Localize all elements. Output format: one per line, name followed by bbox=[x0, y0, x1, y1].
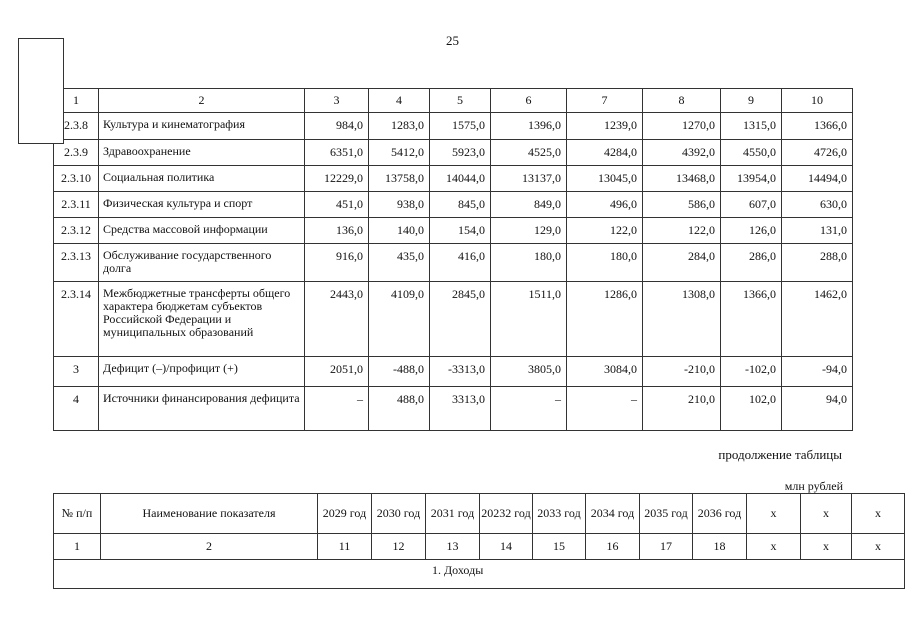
value-cell: 984,0 bbox=[305, 113, 369, 140]
row-name: Средства массовой информации bbox=[99, 218, 305, 244]
row-code: 2.3.13 bbox=[54, 244, 99, 282]
revenue-table bbox=[53, 493, 905, 589]
value-cell: 4550,0 bbox=[721, 140, 782, 166]
row-code: 2.3.14 bbox=[54, 282, 99, 357]
table-row bbox=[54, 218, 853, 244]
value-cell: 916,0 bbox=[305, 244, 369, 282]
header-cell: 2 bbox=[99, 89, 305, 113]
header-cell: 2031 год bbox=[426, 494, 480, 534]
column-number-cell: 16 bbox=[586, 534, 640, 560]
table-row bbox=[54, 140, 853, 166]
value-cell: 288,0 bbox=[782, 244, 853, 282]
row-name: Здравоохранение bbox=[99, 140, 305, 166]
value-cell: – bbox=[491, 387, 567, 431]
value-cell: 13954,0 bbox=[721, 166, 782, 192]
column-number-cell: 13 bbox=[426, 534, 480, 560]
value-cell: 849,0 bbox=[491, 192, 567, 218]
value-cell: 5412,0 bbox=[369, 140, 430, 166]
value-cell: 1315,0 bbox=[721, 113, 782, 140]
header-cell: 2036 год bbox=[693, 494, 747, 534]
continuation-note: продолжение таблицы bbox=[718, 447, 842, 462]
value-cell: 496,0 bbox=[567, 192, 643, 218]
value-cell: 630,0 bbox=[782, 192, 853, 218]
row-name: Обслуживание государственного долга bbox=[99, 244, 305, 282]
column-number-cell: 2 bbox=[101, 534, 318, 560]
value-cell: 180,0 bbox=[491, 244, 567, 282]
header-cell: 10 bbox=[782, 89, 853, 113]
header-cell: х bbox=[801, 494, 852, 534]
table-header-row bbox=[54, 494, 905, 534]
header-cell: № п/п bbox=[54, 494, 101, 534]
value-cell: 136,0 bbox=[305, 218, 369, 244]
row-name: Физическая культура и спорт bbox=[99, 192, 305, 218]
value-cell: 451,0 bbox=[305, 192, 369, 218]
ministry-stamp bbox=[18, 38, 64, 144]
section-row bbox=[54, 560, 905, 589]
value-cell: 1366,0 bbox=[782, 113, 853, 140]
header-cell: 2030 год bbox=[372, 494, 426, 534]
section-title: 1. Доходы bbox=[54, 560, 905, 589]
value-cell: 180,0 bbox=[567, 244, 643, 282]
column-number-row bbox=[54, 89, 853, 113]
header-cell: х bbox=[747, 494, 801, 534]
value-cell: 1286,0 bbox=[567, 282, 643, 357]
value-cell: 845,0 bbox=[430, 192, 491, 218]
row-code: 4 bbox=[54, 387, 99, 431]
row-code: 2.3.11 bbox=[54, 192, 99, 218]
value-cell: -488,0 bbox=[369, 357, 430, 387]
header-cell: 1 bbox=[54, 89, 99, 113]
value-cell: 1270,0 bbox=[643, 113, 721, 140]
value-cell: 210,0 bbox=[643, 387, 721, 431]
value-cell: 3313,0 bbox=[430, 387, 491, 431]
table-row bbox=[54, 166, 853, 192]
column-number-cell: 17 bbox=[640, 534, 693, 560]
column-number-cell: 18 bbox=[693, 534, 747, 560]
row-name: Дефицит (–)/профицит (+) bbox=[99, 357, 305, 387]
row-name: Межбюджетные трансферты общего характера бюджетам субъектов Российской Федерации и муниципальных образований bbox=[99, 282, 305, 357]
table-row bbox=[54, 192, 853, 218]
table-row bbox=[54, 282, 853, 357]
row-code: 2.3.10 bbox=[54, 166, 99, 192]
value-cell: 286,0 bbox=[721, 244, 782, 282]
value-cell: -102,0 bbox=[721, 357, 782, 387]
header-cell: 2033 год bbox=[533, 494, 586, 534]
column-number-row bbox=[54, 534, 905, 560]
value-cell: 1462,0 bbox=[782, 282, 853, 357]
value-cell: 4392,0 bbox=[643, 140, 721, 166]
column-number-cell: х bbox=[747, 534, 801, 560]
value-cell: 2443,0 bbox=[305, 282, 369, 357]
header-cell: 6 bbox=[491, 89, 567, 113]
expenditure-table bbox=[53, 88, 853, 431]
value-cell: 126,0 bbox=[721, 218, 782, 244]
header-cell: 9 bbox=[721, 89, 782, 113]
value-cell: 3805,0 bbox=[491, 357, 567, 387]
value-cell: 13045,0 bbox=[567, 166, 643, 192]
value-cell: 2845,0 bbox=[430, 282, 491, 357]
value-cell: 131,0 bbox=[782, 218, 853, 244]
page-number: 25 bbox=[446, 33, 459, 48]
value-cell: -94,0 bbox=[782, 357, 853, 387]
value-cell: -210,0 bbox=[643, 357, 721, 387]
value-cell: 586,0 bbox=[643, 192, 721, 218]
column-number-cell: 15 bbox=[533, 534, 586, 560]
header-cell: 5 bbox=[430, 89, 491, 113]
units-label: млн рублей bbox=[784, 479, 843, 493]
column-number-cell: х bbox=[852, 534, 905, 560]
value-cell: 1239,0 bbox=[567, 113, 643, 140]
value-cell: 1283,0 bbox=[369, 113, 430, 140]
row-code: 2.3.8 bbox=[54, 113, 99, 140]
value-cell: 102,0 bbox=[721, 387, 782, 431]
table-row bbox=[54, 387, 853, 431]
value-cell: 488,0 bbox=[369, 387, 430, 431]
value-cell: 284,0 bbox=[643, 244, 721, 282]
value-cell: 4109,0 bbox=[369, 282, 430, 357]
value-cell: 13468,0 bbox=[643, 166, 721, 192]
value-cell: 13758,0 bbox=[369, 166, 430, 192]
header-cell: 20232 год bbox=[480, 494, 533, 534]
value-cell: 140,0 bbox=[369, 218, 430, 244]
column-number-cell: 14 bbox=[480, 534, 533, 560]
value-cell: 12229,0 bbox=[305, 166, 369, 192]
row-name: Социальная политика bbox=[99, 166, 305, 192]
header-cell: 4 bbox=[369, 89, 430, 113]
header-cell: х bbox=[852, 494, 905, 534]
table-row bbox=[54, 113, 853, 140]
value-cell: 1511,0 bbox=[491, 282, 567, 357]
value-cell: -3313,0 bbox=[430, 357, 491, 387]
column-number-cell: 12 bbox=[372, 534, 426, 560]
row-code: 3 bbox=[54, 357, 99, 387]
value-cell: 607,0 bbox=[721, 192, 782, 218]
value-cell: 5923,0 bbox=[430, 140, 491, 166]
value-cell: 122,0 bbox=[567, 218, 643, 244]
value-cell: 1396,0 bbox=[491, 113, 567, 140]
value-cell: 14494,0 bbox=[782, 166, 853, 192]
header-cell: 2035 год bbox=[640, 494, 693, 534]
table-row bbox=[54, 357, 853, 387]
value-cell: – bbox=[567, 387, 643, 431]
value-cell: 3084,0 bbox=[567, 357, 643, 387]
value-cell: 4726,0 bbox=[782, 140, 853, 166]
header-cell: 2029 год bbox=[318, 494, 372, 534]
value-cell: 938,0 bbox=[369, 192, 430, 218]
value-cell: 154,0 bbox=[430, 218, 491, 244]
value-cell: – bbox=[305, 387, 369, 431]
row-name: Источники финансирования дефицита bbox=[99, 387, 305, 431]
header-cell: Наименование показателя bbox=[101, 494, 318, 534]
value-cell: 2051,0 bbox=[305, 357, 369, 387]
header-cell: 8 bbox=[643, 89, 721, 113]
value-cell: 14044,0 bbox=[430, 166, 491, 192]
value-cell: 6351,0 bbox=[305, 140, 369, 166]
column-number-cell: 1 bbox=[54, 534, 101, 560]
header-cell: 2034 год bbox=[586, 494, 640, 534]
value-cell: 1366,0 bbox=[721, 282, 782, 357]
value-cell: 94,0 bbox=[782, 387, 853, 431]
value-cell: 1575,0 bbox=[430, 113, 491, 140]
header-cell: 7 bbox=[567, 89, 643, 113]
value-cell: 4284,0 bbox=[567, 140, 643, 166]
value-cell: 129,0 bbox=[491, 218, 567, 244]
row-code: 2.3.12 bbox=[54, 218, 99, 244]
row-code: 2.3.9 bbox=[54, 140, 99, 166]
value-cell: 13137,0 bbox=[491, 166, 567, 192]
value-cell: 4525,0 bbox=[491, 140, 567, 166]
table-row bbox=[54, 244, 853, 282]
value-cell: 416,0 bbox=[430, 244, 491, 282]
value-cell: 122,0 bbox=[643, 218, 721, 244]
column-number-cell: 11 bbox=[318, 534, 372, 560]
value-cell: 1308,0 bbox=[643, 282, 721, 357]
column-number-cell: х bbox=[801, 534, 852, 560]
row-name: Культура и кинематография bbox=[99, 113, 305, 140]
header-cell: 3 bbox=[305, 89, 369, 113]
value-cell: 435,0 bbox=[369, 244, 430, 282]
